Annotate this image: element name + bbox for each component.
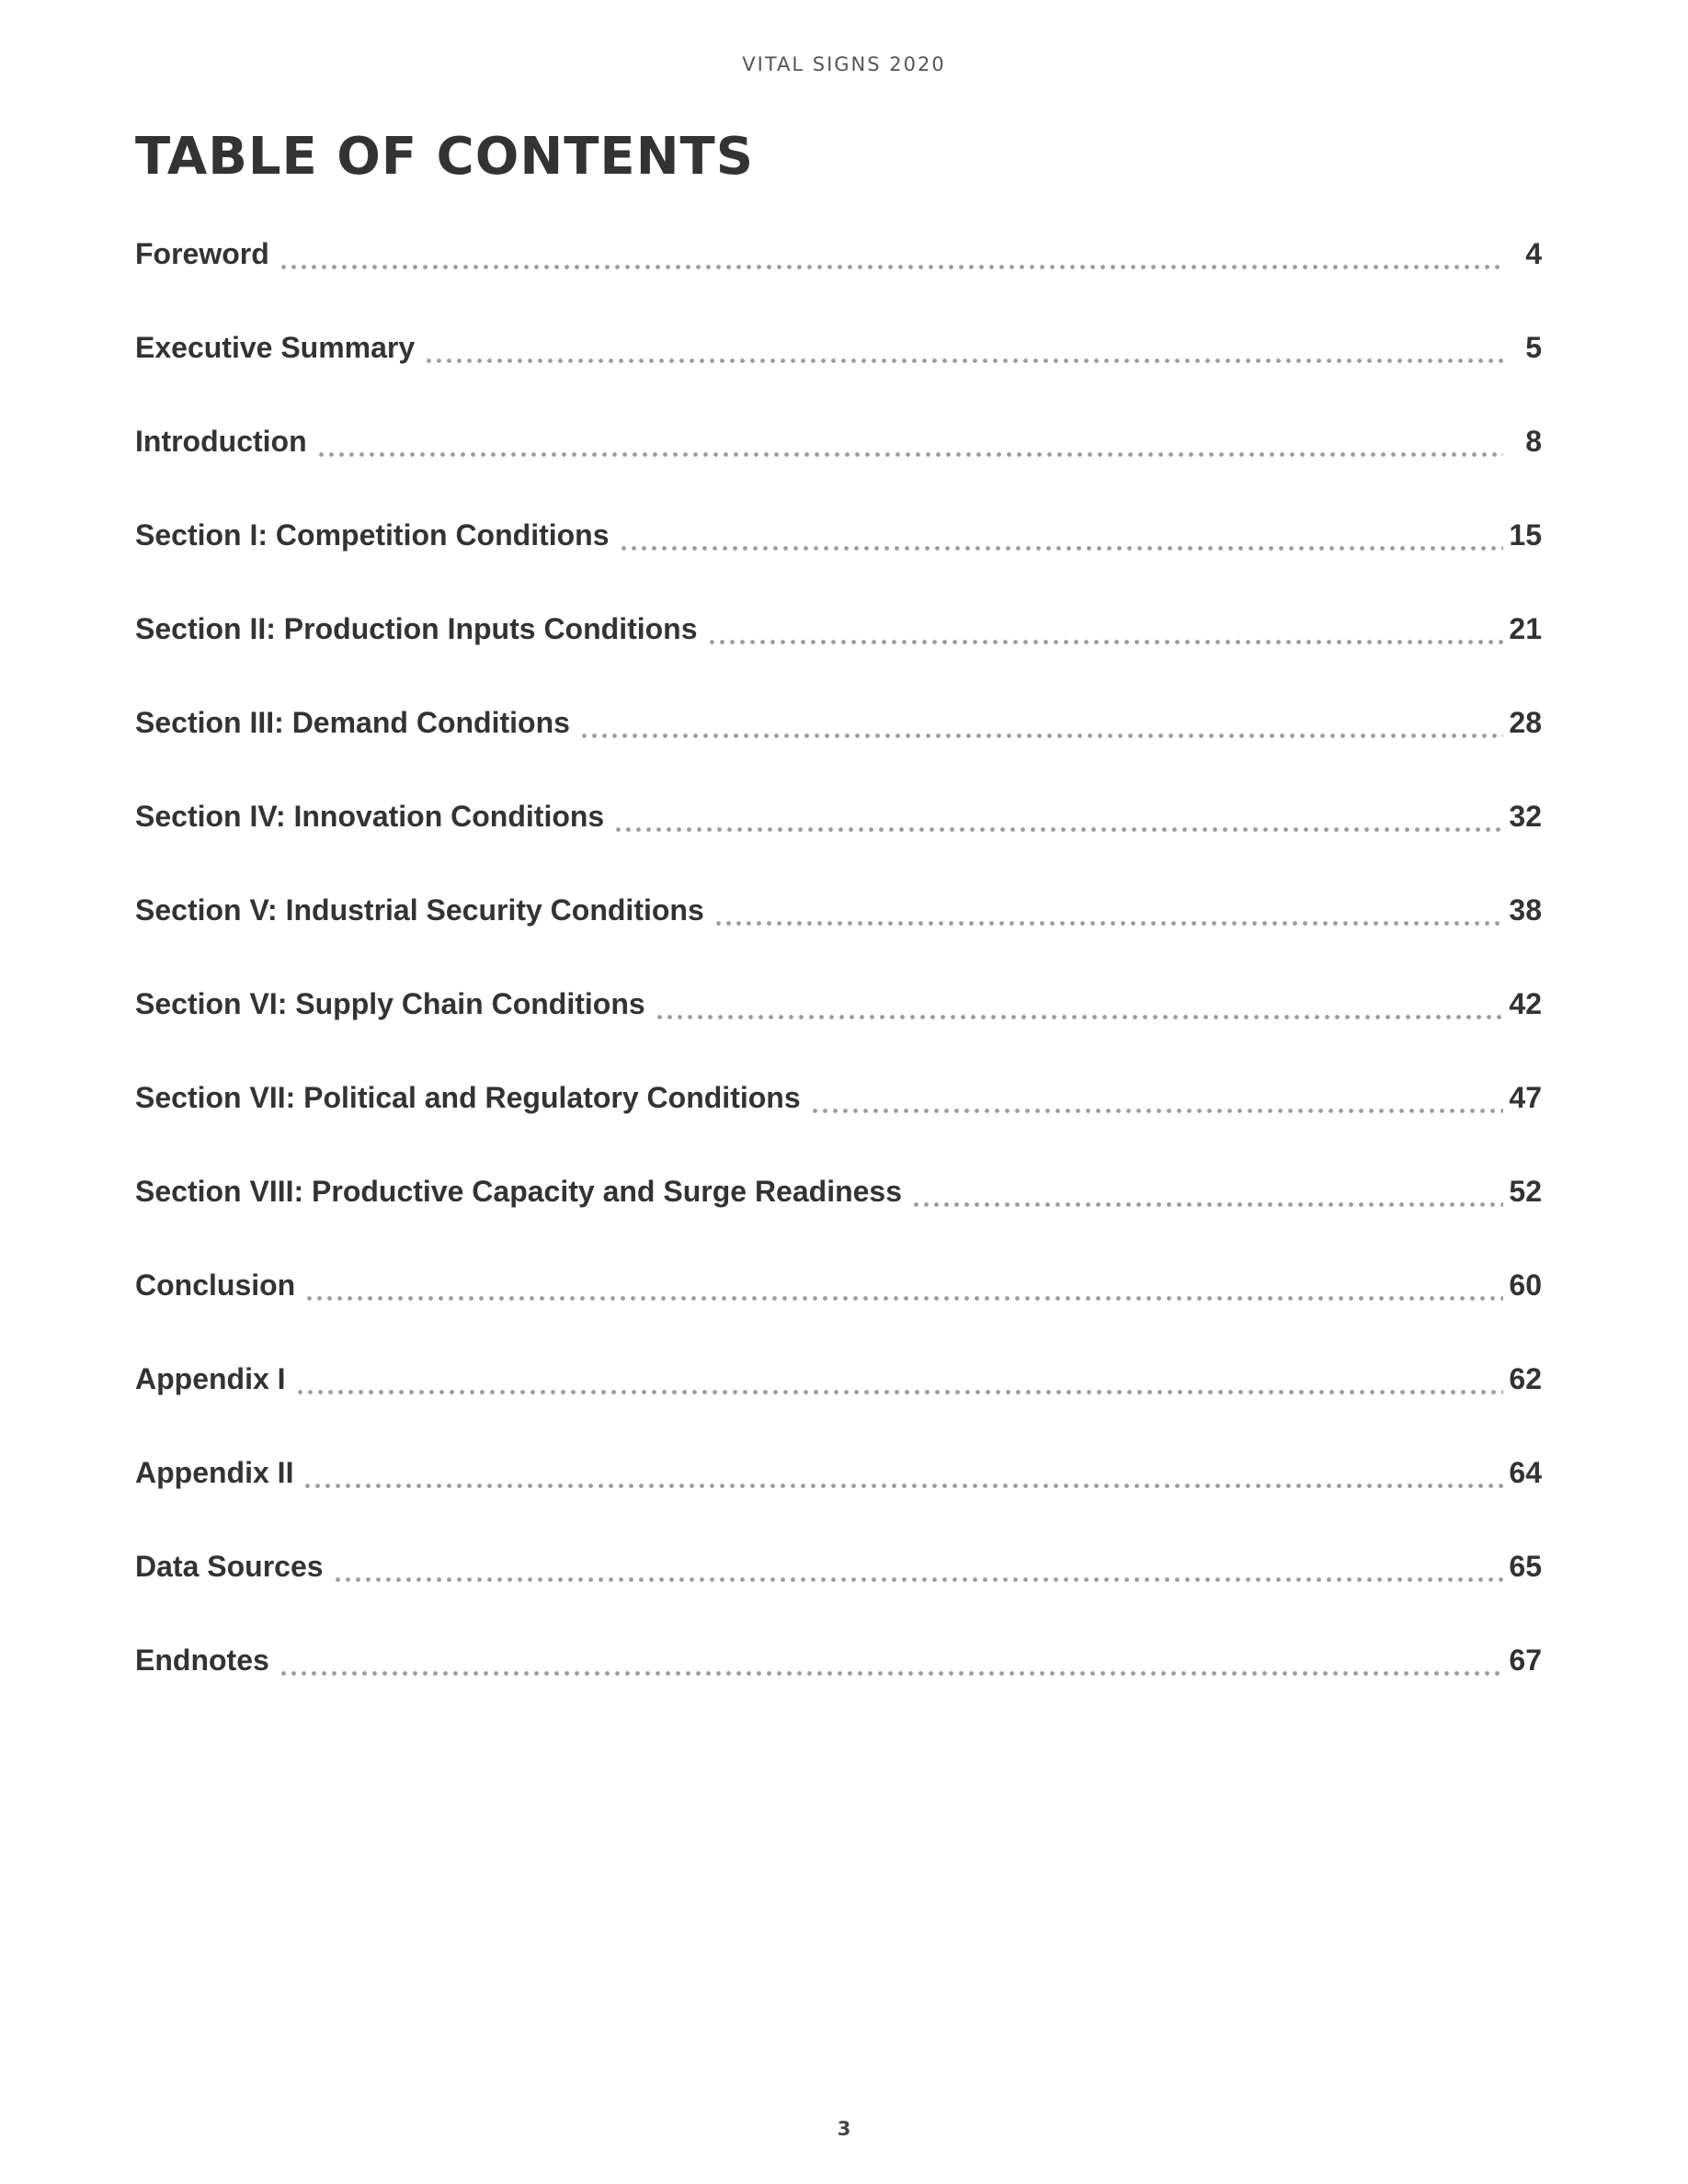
toc-entry-label: Foreword	[135, 232, 273, 276]
toc-entry-label: Introduction	[135, 419, 311, 463]
dot-leader	[713, 888, 1503, 932]
toc-entry-page: 65	[1509, 1550, 1542, 1583]
dot-leader	[302, 1450, 1503, 1495]
toc-entry-page: 62	[1509, 1362, 1542, 1395]
toc-entry-label: Appendix I	[135, 1357, 290, 1401]
dot-leader	[279, 1638, 1503, 1682]
toc-entry-label: Conclusion	[135, 1263, 299, 1307]
toc-entry-section-viii[interactable]	[135, 1169, 1542, 1263]
toc-entry-page: 4	[1525, 237, 1542, 270]
toc-entry-label: Section III: Demand Conditions	[135, 700, 574, 745]
toc-entry-label: Section IV: Innovation Conditions	[135, 794, 608, 838]
table-of-contents	[135, 232, 1542, 1732]
toc-entry-section-i[interactable]	[135, 513, 1542, 607]
dot-leader	[279, 232, 1503, 276]
toc-entry-label: Appendix II	[135, 1450, 297, 1495]
toc-entry-label: Section I: Competition Conditions	[135, 513, 613, 557]
dot-leader	[655, 982, 1503, 1026]
dot-leader	[911, 1169, 1503, 1213]
dot-leader	[613, 794, 1503, 838]
toc-entry-label: Section VIII: Productive Capacity and Surge Readiness	[135, 1169, 906, 1213]
toc-entry-label: Section VI: Supply Chain Conditions	[135, 982, 649, 1026]
toc-entry-label: Data Sources	[135, 1544, 327, 1588]
toc-entry-page: 15	[1509, 518, 1542, 552]
toc-entry-section-v[interactable]	[135, 888, 1542, 982]
dot-leader	[619, 513, 1503, 557]
toc-entry-label: Executive Summary	[135, 325, 418, 370]
toc-entry-page: 60	[1509, 1268, 1542, 1302]
dot-leader	[304, 1263, 1503, 1307]
toc-entry-data-sources[interactable]	[135, 1544, 1542, 1638]
toc-entry-page: 64	[1509, 1456, 1542, 1489]
page-title: TABLE OF CONTENTS	[135, 127, 755, 187]
toc-entry-conclusion[interactable]	[135, 1263, 1542, 1357]
toc-entry-page: 21	[1509, 612, 1542, 645]
toc-entry-page: 32	[1509, 800, 1542, 833]
toc-entry-page: 28	[1509, 706, 1542, 739]
toc-entry-page: 38	[1509, 893, 1542, 927]
toc-entry-section-vi[interactable]	[135, 982, 1542, 1075]
dot-leader	[333, 1544, 1503, 1588]
toc-entry-foreword[interactable]	[135, 232, 1542, 325]
toc-entry-label: Section VII: Political and Regulatory Conditions	[135, 1075, 804, 1120]
toc-entry-label: Section II: Production Inputs Conditions	[135, 607, 701, 651]
toc-entry-page: 52	[1509, 1175, 1542, 1208]
toc-entry-page: 42	[1509, 987, 1542, 1020]
running-header: VITAL SIGNS 2020	[742, 53, 946, 75]
toc-entry-executive-summary[interactable]	[135, 325, 1542, 419]
dot-leader	[810, 1075, 1503, 1120]
dot-leader	[295, 1357, 1503, 1401]
toc-entry-section-iv[interactable]	[135, 794, 1542, 888]
toc-entry-endnotes[interactable]	[135, 1638, 1542, 1732]
toc-entry-introduction[interactable]	[135, 419, 1542, 513]
toc-entry-section-vii[interactable]	[135, 1075, 1542, 1169]
toc-entry-appendix-ii[interactable]	[135, 1450, 1542, 1544]
toc-entry-page: 8	[1525, 425, 1542, 458]
toc-entry-page: 67	[1509, 1644, 1542, 1677]
dot-leader	[707, 607, 1503, 651]
toc-entry-label: Endnotes	[135, 1638, 273, 1682]
dot-leader	[424, 325, 1503, 370]
toc-entry-label: Section V: Industrial Security Conditions	[135, 888, 708, 932]
page-number: 3	[837, 2118, 851, 2140]
toc-entry-page: 5	[1525, 331, 1542, 364]
toc-entry-page: 47	[1509, 1081, 1542, 1114]
toc-entry-section-ii[interactable]	[135, 607, 1542, 700]
dot-leader	[316, 419, 1503, 463]
dot-leader	[579, 700, 1503, 745]
toc-entry-section-iii[interactable]	[135, 700, 1542, 794]
toc-entry-appendix-i[interactable]	[135, 1357, 1542, 1450]
